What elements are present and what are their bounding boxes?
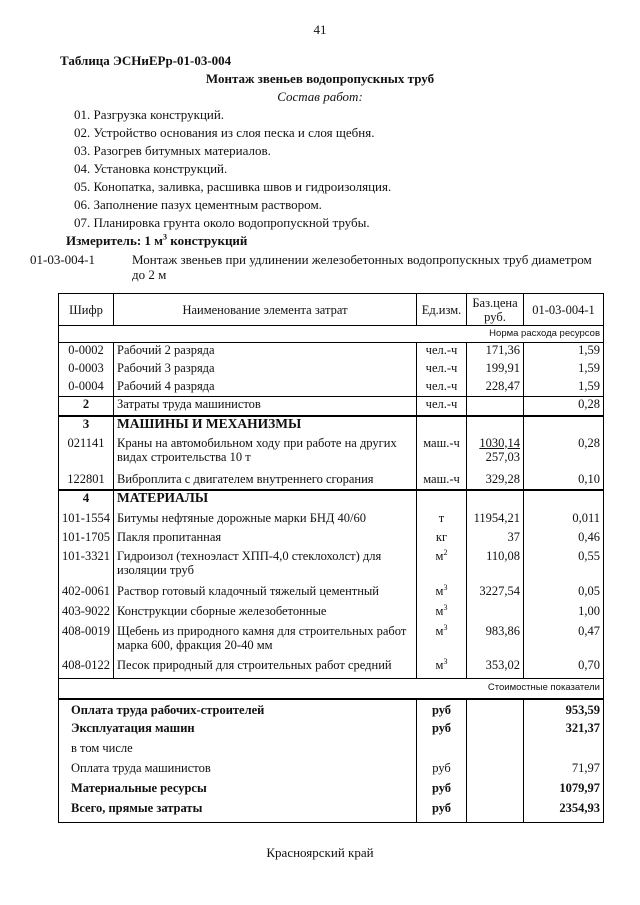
- item-description: Монтаж звеньев при удлинении железобетонных водопропускных труб диаметром до 2 м: [132, 252, 592, 282]
- cell-code: 402-0061: [59, 584, 114, 604]
- cell-value: 0,47: [524, 624, 604, 658]
- page-number: 41: [313, 22, 327, 37]
- measure-unit: Измеритель: 1 $м^3$ конструкций: [66, 232, 248, 248]
- total-unit: руб: [417, 699, 467, 719]
- cell-price: 171,36: [467, 343, 524, 361]
- work-item: 01. Разгрузка конструкций.: [74, 107, 225, 122]
- header-unit: Ед.изм.: [417, 294, 467, 326]
- work-item: 04. Установка конструкций.: [74, 161, 228, 176]
- total-value: [524, 739, 604, 759]
- cell-unit: $м^3$: [417, 584, 467, 604]
- table-row: [59, 658, 604, 679]
- cell-code: 101-1705: [59, 530, 114, 549]
- cell-unit: $м^3$: [417, 604, 467, 624]
- cell-name: Рабочий 3 разряда: [114, 361, 417, 379]
- cell-name: Пакля пропитанная: [114, 530, 417, 549]
- work-item: 07. Планировка грунта около водопропускной трубы.: [74, 215, 370, 230]
- cell-price: 37: [467, 530, 524, 549]
- cell-value: 0,70: [524, 658, 604, 679]
- table-row: [59, 436, 604, 472]
- cell-price: 1030,14 257,03: [467, 436, 524, 472]
- header-row: [59, 294, 604, 326]
- footer-region: Красноярский край: [266, 845, 374, 860]
- total-row: [59, 739, 604, 759]
- cell-unit: маш.-ч: [417, 472, 467, 490]
- cell-value: 0,10: [524, 472, 604, 490]
- cell-name: Затраты труда машинистов: [114, 397, 417, 416]
- cell-price: [467, 397, 524, 416]
- total-unit: руб: [417, 779, 467, 799]
- total-row: [59, 779, 604, 799]
- cell-value: 1,59: [524, 379, 604, 397]
- cell-name: Виброплита с двигателем внутреннего сгорания: [114, 472, 417, 490]
- total-row: [59, 699, 604, 719]
- table-row: [59, 397, 604, 416]
- cell-value: 0,28: [524, 397, 604, 416]
- total-name: в том числе: [59, 739, 417, 759]
- cell-name: Краны на автомобильном ходу при работе на других видах строительства 10 т: [114, 436, 417, 472]
- total-unit: руб: [417, 719, 467, 739]
- cell-unit: $м^3$: [417, 624, 467, 658]
- header-norm: 01-03-004-1: [524, 294, 604, 326]
- cell-unit: $м^2$: [417, 549, 467, 584]
- cell-code: 101-3321: [59, 549, 114, 584]
- table-row: [59, 379, 604, 397]
- header-price: Баз.цена руб.: [467, 294, 524, 326]
- cell-price: 110,08: [467, 549, 524, 584]
- work-item: 02. Устройство основания из слоя песка и слоя щебня.: [74, 125, 375, 140]
- cell-unit: чел.-ч: [417, 361, 467, 379]
- total-row: [59, 759, 604, 779]
- header-name: Наименование элемента затрат: [114, 294, 417, 326]
- section-row: [59, 416, 604, 436]
- header-code: Шифр: [59, 294, 114, 326]
- cell-price: [467, 604, 524, 624]
- cell-value: 0,55: [524, 549, 604, 584]
- total-name: Всего, прямые затраты: [59, 799, 417, 823]
- table-row: [59, 604, 604, 624]
- cell-price: 199,91: [467, 361, 524, 379]
- total-row: [59, 799, 604, 823]
- work-item: 06. Заполнение пазух цементным раствором.: [74, 197, 322, 212]
- total-unit: руб: [417, 799, 467, 823]
- cell-code: 101-1554: [59, 511, 114, 530]
- cell-unit: маш.-ч: [417, 436, 467, 472]
- cell-value: 1,00: [524, 604, 604, 624]
- cell-code: 408-0122: [59, 658, 114, 679]
- total-unit: [417, 739, 467, 759]
- cell-code: 0-0003: [59, 361, 114, 379]
- total-name: Оплата труда машинистов: [59, 759, 417, 779]
- total-name: Материальные ресурсы: [59, 779, 417, 799]
- section-code: 3: [59, 416, 114, 436]
- table-row: [59, 511, 604, 530]
- work-item: 03. Разогрев битумных материалов.: [74, 143, 271, 158]
- cell-name: Битумы нефтяные дорожные марки БНД 40/60: [114, 511, 417, 530]
- cell-price: 228,47: [467, 379, 524, 397]
- cell-value: 0,28: [524, 436, 604, 472]
- cell-price: 353,02: [467, 658, 524, 679]
- cell-code: 408-0019: [59, 624, 114, 658]
- table-title: Таблица ЭСНиЕРр-01-03-004: [60, 53, 232, 68]
- cell-value: 1,59: [524, 343, 604, 361]
- total-row: [59, 719, 604, 739]
- cell-name: Гидроизол (техноэласт ХПП-4,0 стеклохолст) для изоляции труб: [114, 549, 417, 584]
- cell-unit: чел.-ч: [417, 343, 467, 361]
- item-code: 01-03-004-1: [30, 252, 95, 267]
- table-row: [59, 472, 604, 490]
- table-row: [59, 624, 604, 658]
- composition-label: Состав работ:: [277, 89, 363, 104]
- cell-code: 122801: [59, 472, 114, 490]
- cell-unit: $м^3$: [417, 658, 467, 679]
- norms-label: Норма расхода ресурсов: [59, 326, 604, 343]
- cell-unit: кг: [417, 530, 467, 549]
- total-value: 71,97: [524, 759, 604, 779]
- cell-value: 0,05: [524, 584, 604, 604]
- cell-value: 0,46: [524, 530, 604, 549]
- total-value: 321,37: [524, 719, 604, 739]
- cell-value: 0,011: [524, 511, 604, 530]
- cell-name: Рабочий 4 разряда: [114, 379, 417, 397]
- cell-value: 1,59: [524, 361, 604, 379]
- total-value: 2354,93: [524, 799, 604, 823]
- total-value: 953,59: [524, 699, 604, 719]
- section-name: МАШИНЫ И МЕХАНИЗМЫ: [114, 416, 417, 436]
- table-row: [59, 549, 604, 584]
- section-name: МАТЕРИАЛЫ: [114, 490, 417, 511]
- cell-price: 983,86: [467, 624, 524, 658]
- cell-price: 329,28: [467, 472, 524, 490]
- cell-unit: чел.-ч: [417, 397, 467, 416]
- cell-code: 0-0004: [59, 379, 114, 397]
- cell-code: 2: [59, 397, 114, 416]
- total-value: 1079,97: [524, 779, 604, 799]
- cell-code: 021141: [59, 436, 114, 472]
- cell-name: Песок природный для строительных работ средний: [114, 658, 417, 679]
- cell-unit: чел.-ч: [417, 379, 467, 397]
- cell-name: Рабочий 2 разряда: [114, 343, 417, 361]
- total-unit: руб: [417, 759, 467, 779]
- total-name: Оплата труда рабочих-строителей: [59, 699, 417, 719]
- cell-price: 11954,21: [467, 511, 524, 530]
- table-row: [59, 343, 604, 361]
- cell-name: Щебень из природного камня для строительных работ марка 600, фракция 20-40 мм: [114, 624, 417, 658]
- cell-name: Раствор готовый кладочный тяжелый цементный: [114, 584, 417, 604]
- total-name: Эксплуатация машин: [59, 719, 417, 739]
- resource-table: [58, 293, 604, 823]
- table-row: [59, 530, 604, 549]
- section-subtitle: Монтаж звеньев водопропускных труб: [205, 71, 435, 86]
- cost-label: Стоимостные показатели: [59, 679, 604, 699]
- cell-code: 0-0002: [59, 343, 114, 361]
- cell-code: 403-9022: [59, 604, 114, 624]
- cost-label-row: [59, 679, 604, 699]
- norms-label-row: [59, 326, 604, 343]
- cell-price: 3227,54: [467, 584, 524, 604]
- section-code: 4: [59, 490, 114, 511]
- table-row: [59, 584, 604, 604]
- table-row: [59, 361, 604, 379]
- cell-unit: т: [417, 511, 467, 530]
- cell-name: Конструкции сборные железобетонные: [114, 604, 417, 624]
- work-item: 05. Конопатка, заливка, расшивка швов и гидроизоляция.: [74, 179, 392, 194]
- section-row: [59, 490, 604, 511]
